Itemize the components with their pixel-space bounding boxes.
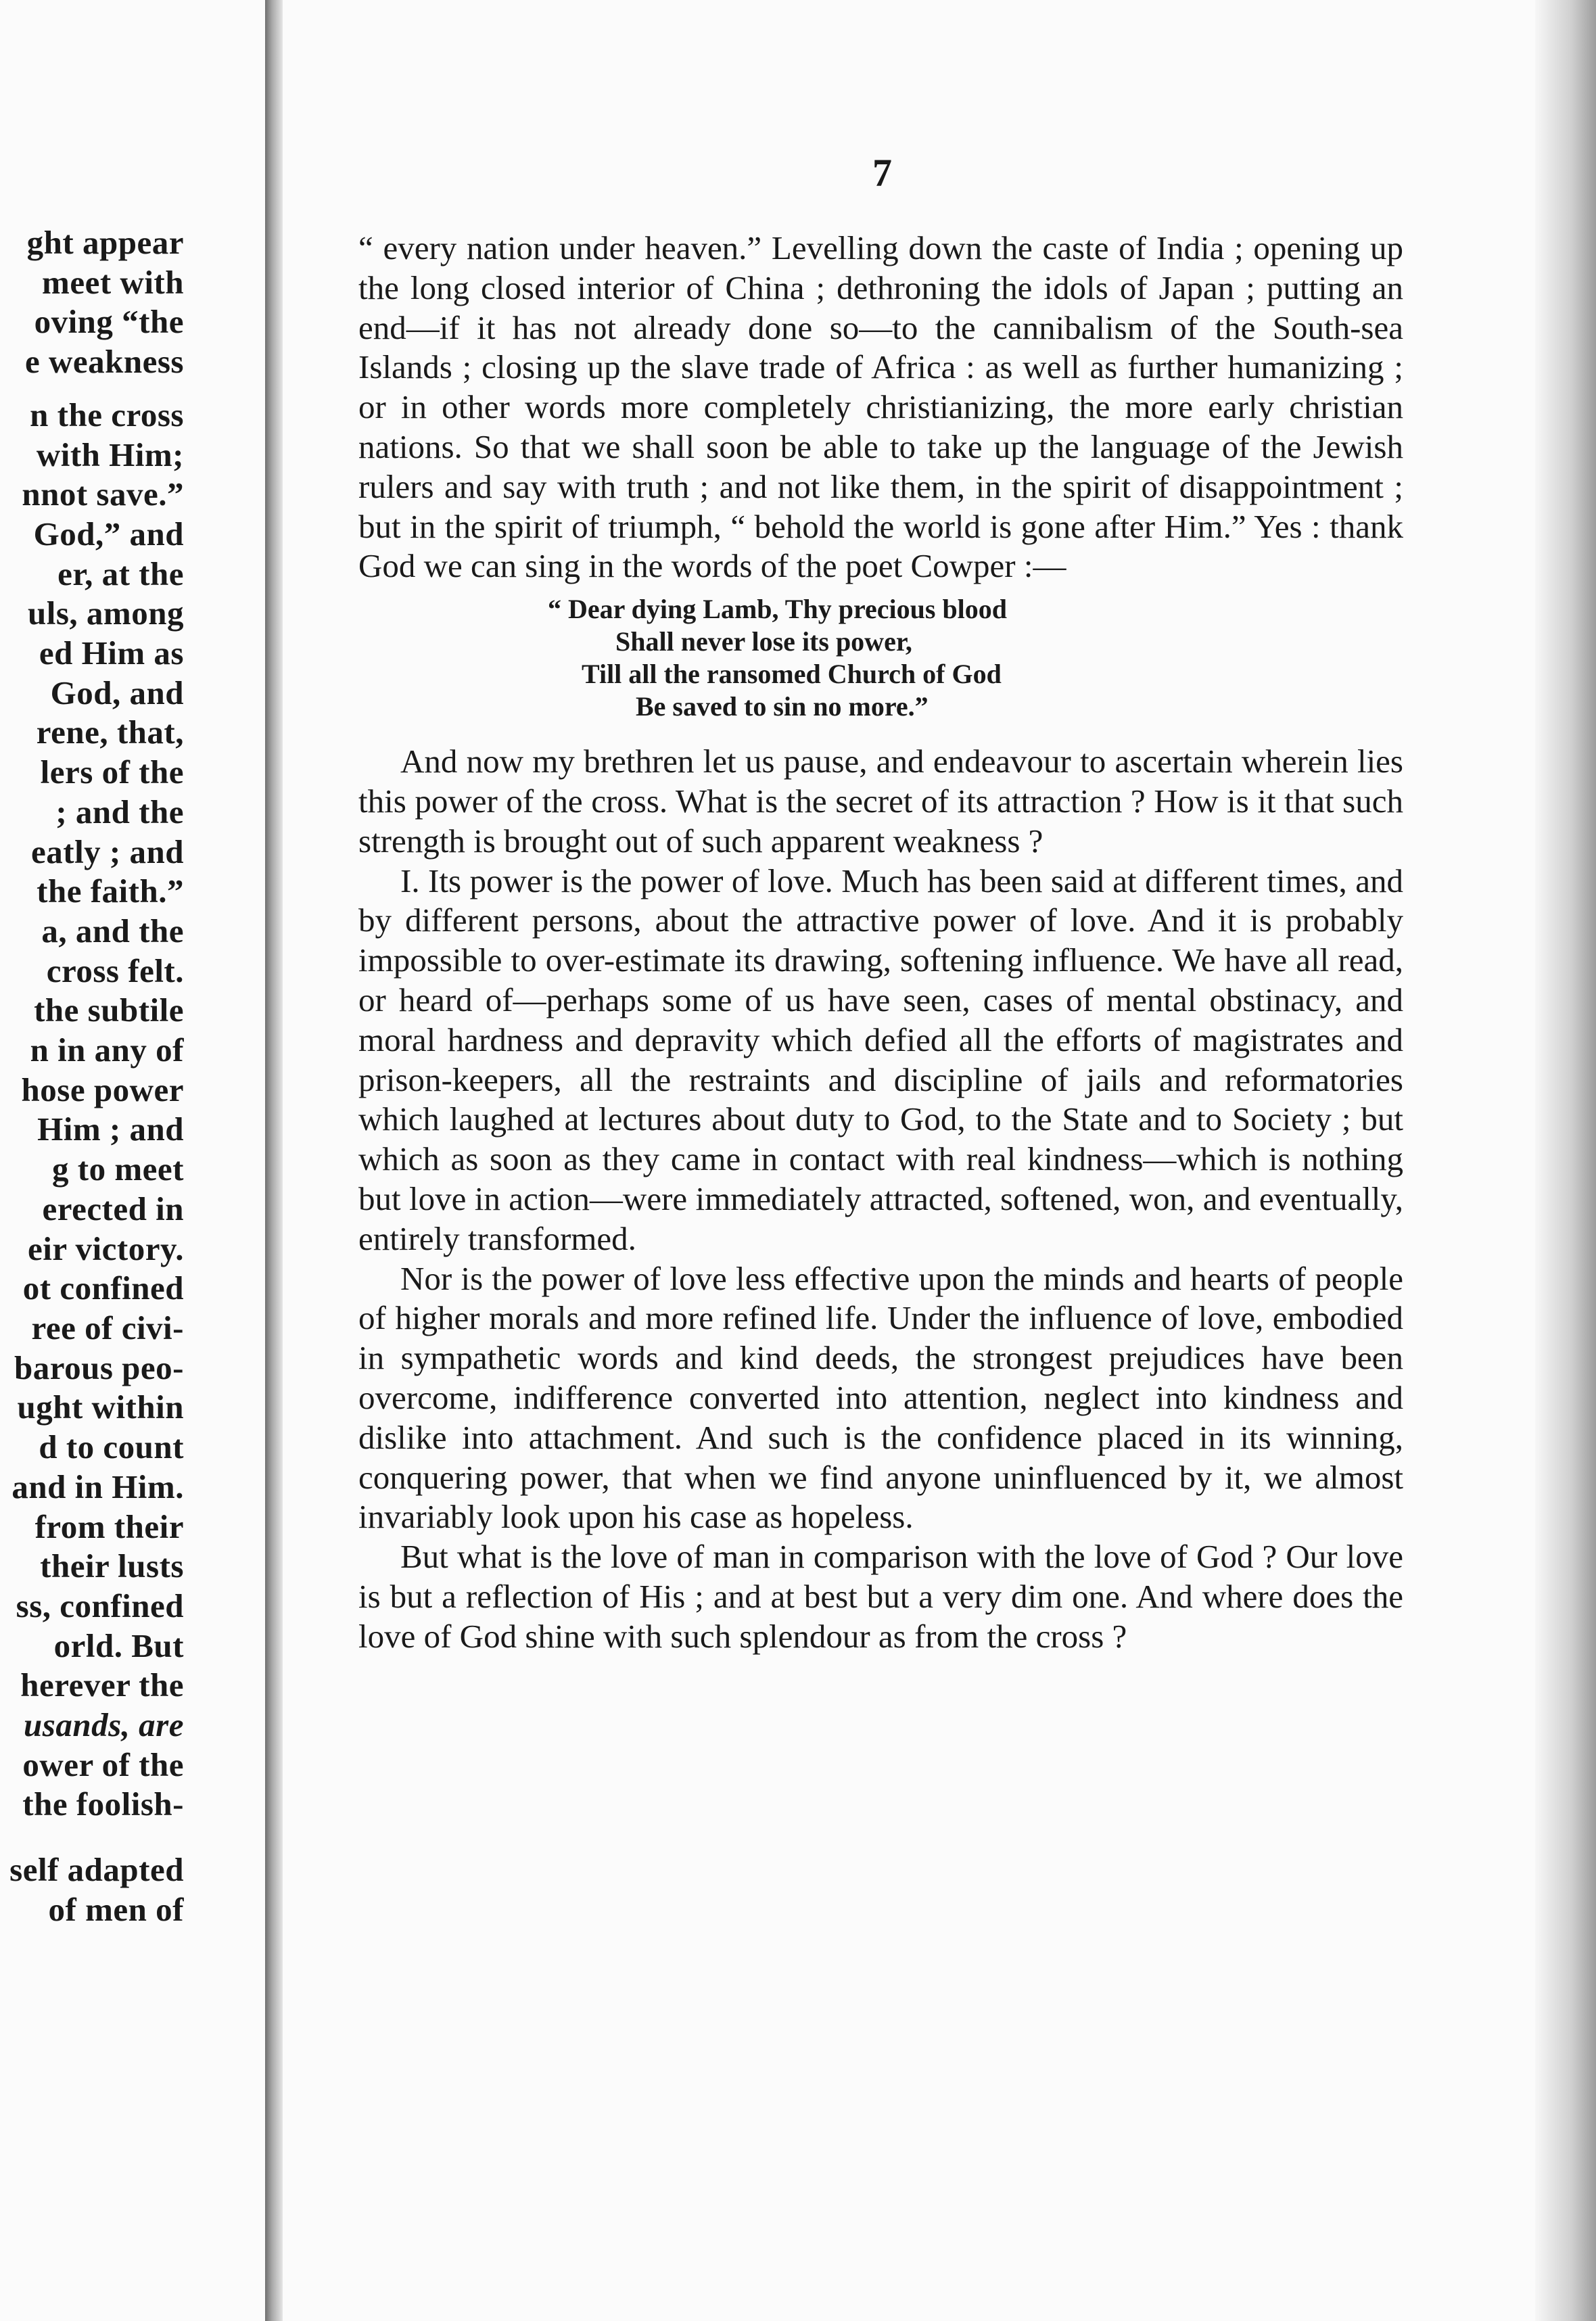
left-line: of men of bbox=[48, 1890, 184, 1928]
left-page-lines bbox=[9, 223, 184, 1930]
left-line: lers of the bbox=[40, 753, 184, 791]
paragraph: Nor is the power of love less effective upon the minds and hearts of people of higher morals and more refined life. Under the influence of love, embodied in sympathetic words and kind deeds, the strongest prejudices have been overcome, indifference converted into attention, neglect into kindness and dislike into attachment. And such is the confidence placed in its winning, conquering power, that when we find anyone uninfluenced by it, we almost invariably look upon his case as hopeless. bbox=[358, 1259, 1403, 1536]
left-line: self adapted bbox=[9, 1851, 184, 1889]
left-line: g to meet bbox=[52, 1150, 184, 1188]
left-line: God, and bbox=[50, 674, 184, 711]
left-line: rene, that, bbox=[36, 713, 184, 751]
left-line: oving “the bbox=[34, 303, 184, 341]
page-edge-shadow bbox=[1535, 0, 1596, 2321]
paragraph: I. Its power is the power of love. Much has been said at different times, and by different persons, about the attractive power of love. And it is probably impossible to over-estimate its drawing, softening influence. We have all read, or heard of—perhaps some of us have seen, cases of mental obstinacy, and moral hardness and depravity which defied all the efforts of magistrates and prison-keepers, all the restraints and discipline of jails and reformatories which laughed at lectures about duty to God, to the State and to Society ; but which as soon as they came in contact with real kindness—which is nothing but love in action—were immediately attracted, softened, won, and eventually, entirely transformed. bbox=[358, 862, 1403, 1257]
book-fold-shadow bbox=[265, 0, 283, 2321]
left-line: and in Him. bbox=[11, 1468, 184, 1505]
left-line: cross felt. bbox=[46, 952, 184, 989]
paragraph: “ every nation under heaven.” Levelling down the caste of India ; opening up the long closed interior of China ; dethroning the idols of Japan ; putting an end—if it has not already done so—to the cannibalism of the South-sea Islands ; closing up the slave trade of Africa : as well as further humanizing ; or in other words more completely christianizing, the more early christian nations. So that we shall soon be able to take up the language of the Jewish rulers and say with truth ; and not like them, in the spirit of disappointment ; but in the spirit of triumph, “ behold the world is gone after Him.” Yes : thank God we can sing in the words of the poet Cowper :— bbox=[358, 229, 1403, 585]
page-number: 7 bbox=[872, 151, 892, 195]
left-line: the subtile bbox=[34, 991, 184, 1029]
left-line: eatly ; and bbox=[31, 833, 184, 870]
paragraph: And now my brethren let us pause, and endeavour to ascertain wherein lies this power of the cross. What is the secret of its attraction ? How is it that such strength is brought out of such apparent weakness ? bbox=[358, 743, 1403, 860]
left-line: the faith.” bbox=[37, 872, 184, 910]
left-line: d to count bbox=[39, 1428, 184, 1466]
left-line: ght appear bbox=[26, 224, 184, 261]
poem-line: Be saved to sin no more.” bbox=[636, 691, 929, 722]
left-line: n in any of bbox=[30, 1031, 184, 1069]
left-line: Him ; and bbox=[37, 1110, 184, 1148]
left-line: herever the bbox=[20, 1666, 184, 1704]
left-line: ree of civi- bbox=[31, 1309, 184, 1346]
left-line: God,” and bbox=[33, 515, 184, 553]
left-line: orld. But bbox=[53, 1626, 184, 1664]
left-line: n the cross bbox=[30, 396, 184, 433]
left-line: from their bbox=[34, 1507, 184, 1545]
left-line: ower of the bbox=[22, 1745, 184, 1783]
left-line: ught within bbox=[17, 1388, 184, 1426]
left-line: er, at the bbox=[57, 555, 184, 592]
left-line: meet with bbox=[42, 263, 184, 301]
left-line: erected in bbox=[42, 1190, 184, 1227]
left-line: ot confined bbox=[22, 1269, 184, 1307]
left-line: eir victory. bbox=[28, 1229, 184, 1267]
left-line: with Him; bbox=[36, 436, 184, 473]
left-line: their lusts bbox=[40, 1547, 184, 1585]
left-line: nnot save.” bbox=[22, 475, 184, 513]
left-line: barous peo- bbox=[14, 1349, 184, 1386]
left-line: ; and the bbox=[55, 793, 184, 830]
poem-line: Till all the ransomed Church of God bbox=[582, 659, 1002, 690]
left-line: ed Him as bbox=[39, 634, 184, 672]
left-line: the foolish- bbox=[22, 1785, 184, 1823]
main-text-column bbox=[358, 229, 1403, 1657]
left-page-fragment bbox=[0, 0, 265, 2321]
left-line: ss, confined bbox=[16, 1587, 184, 1624]
left-line: usands, are bbox=[24, 1706, 184, 1744]
left-line: hose power bbox=[21, 1071, 184, 1108]
left-line: uls, among bbox=[27, 594, 184, 632]
poem-line: Shall never lose its power, bbox=[615, 626, 912, 657]
poem-line: “ Dear dying Lamb, Thy precious blood bbox=[548, 594, 1008, 625]
left-line: e weakness bbox=[24, 343, 184, 381]
paragraph: But what is the love of man in comparison with the love of God ? Our love is but a reflection of His ; and at best but a very dim one. And where does the love of God shine with such splendour as from the cross ? bbox=[358, 1538, 1403, 1655]
poem-quote bbox=[358, 593, 1403, 723]
left-line: a, and the bbox=[41, 912, 184, 950]
